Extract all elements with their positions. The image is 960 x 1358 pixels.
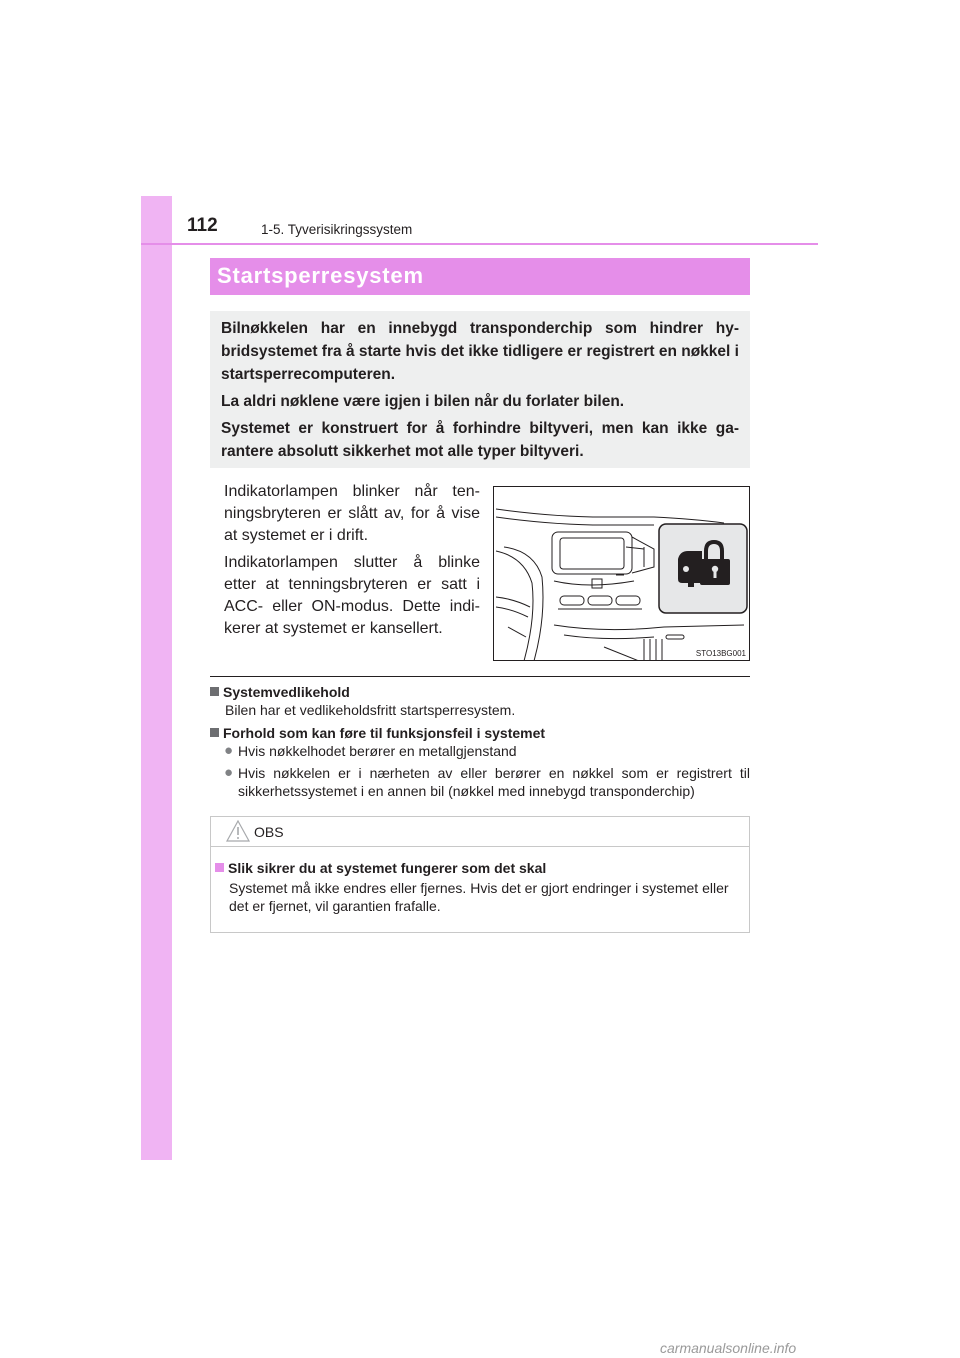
body-paragraph: Indikatorlampen blinker når ten-ningsbryteren er slått av, for å vise at systemet er i drift. — [224, 483, 480, 544]
body-text — [224, 481, 480, 645]
dashboard-illustration — [494, 487, 750, 661]
square-bullet-icon — [215, 863, 224, 872]
header-rule — [141, 243, 818, 245]
square-bullet-icon — [210, 728, 219, 737]
section-title: Startsperresystem — [217, 263, 424, 288]
section-title-bar — [210, 258, 750, 295]
circle-bullet-icon: ● — [224, 742, 234, 759]
caution-text: Systemet må ikke endres eller fjernes. Hvis det er gjort endringer i systemet eller det er fjernet, vil garantien frafalle. — [229, 880, 729, 914]
intro-paragraph: Systemet er konstruert for å forhindre biltyveri, men kan ikke ga-rantere absolutt sikkerhet mot alle typer biltyveri. — [221, 420, 739, 460]
intro-paragraph: Bilnøkkelen har en innebygd transponderchip som hindrer hy-bridsystemet fra å starte hvis det ikke tidligere er registrert en nøkkel i startsperrecomputeren. — [221, 320, 739, 383]
intro-paragraph: La aldri nøklene være igjen i bilen når du forlater bilen. — [221, 393, 625, 410]
list-item-text: Hvis nøkkelen er i nærheten av eller berører en nøkkel som er registrert til sikkerhetssystemet i en annen bil (nøkkel med innebygd transponderchip) — [238, 765, 750, 799]
intro-box — [210, 311, 750, 468]
warning-triangle-icon — [225, 819, 251, 843]
caution-box — [210, 816, 750, 933]
caution-label: OBS — [254, 824, 284, 840]
note-text: Bilen har et vedlikeholdsfritt startsperresystem. — [225, 702, 516, 718]
watermark: carmanualsonline.info — [660, 1340, 797, 1356]
caution-header — [211, 817, 749, 847]
notes — [210, 683, 750, 804]
note-heading — [210, 683, 750, 701]
side-tab — [141, 196, 172, 1160]
dashboard-figure — [493, 486, 750, 661]
note-heading-text: Forhold som kan føre til funksjonsfeil i systemet — [223, 725, 546, 741]
section-divider — [210, 676, 750, 677]
list-item — [210, 764, 750, 800]
circle-bullet-icon: ● — [224, 764, 234, 781]
caution-heading-text: Slik sikrer du at systemet fungerer som det skal — [228, 860, 547, 876]
chapter-title: 1-5. Tyverisikringssystem — [261, 222, 413, 237]
list-item-text: Hvis nøkkelhodet berører en metallgjenstand — [238, 743, 517, 759]
square-bullet-icon — [210, 687, 219, 696]
body-paragraph: Indikatorlampen slutter å blinke etter at tenningsbryteren er satt i ACC- eller ON-modus. Dette indi-kerer at systemet er kansellert. — [224, 554, 480, 637]
list-item — [210, 742, 750, 760]
page-number: 112 — [187, 215, 218, 236]
note-heading — [210, 724, 750, 742]
note-heading-text: Systemvedlikehold — [223, 684, 350, 700]
caution-heading — [215, 859, 546, 877]
figure-code: STO13BG001 — [695, 649, 746, 658]
